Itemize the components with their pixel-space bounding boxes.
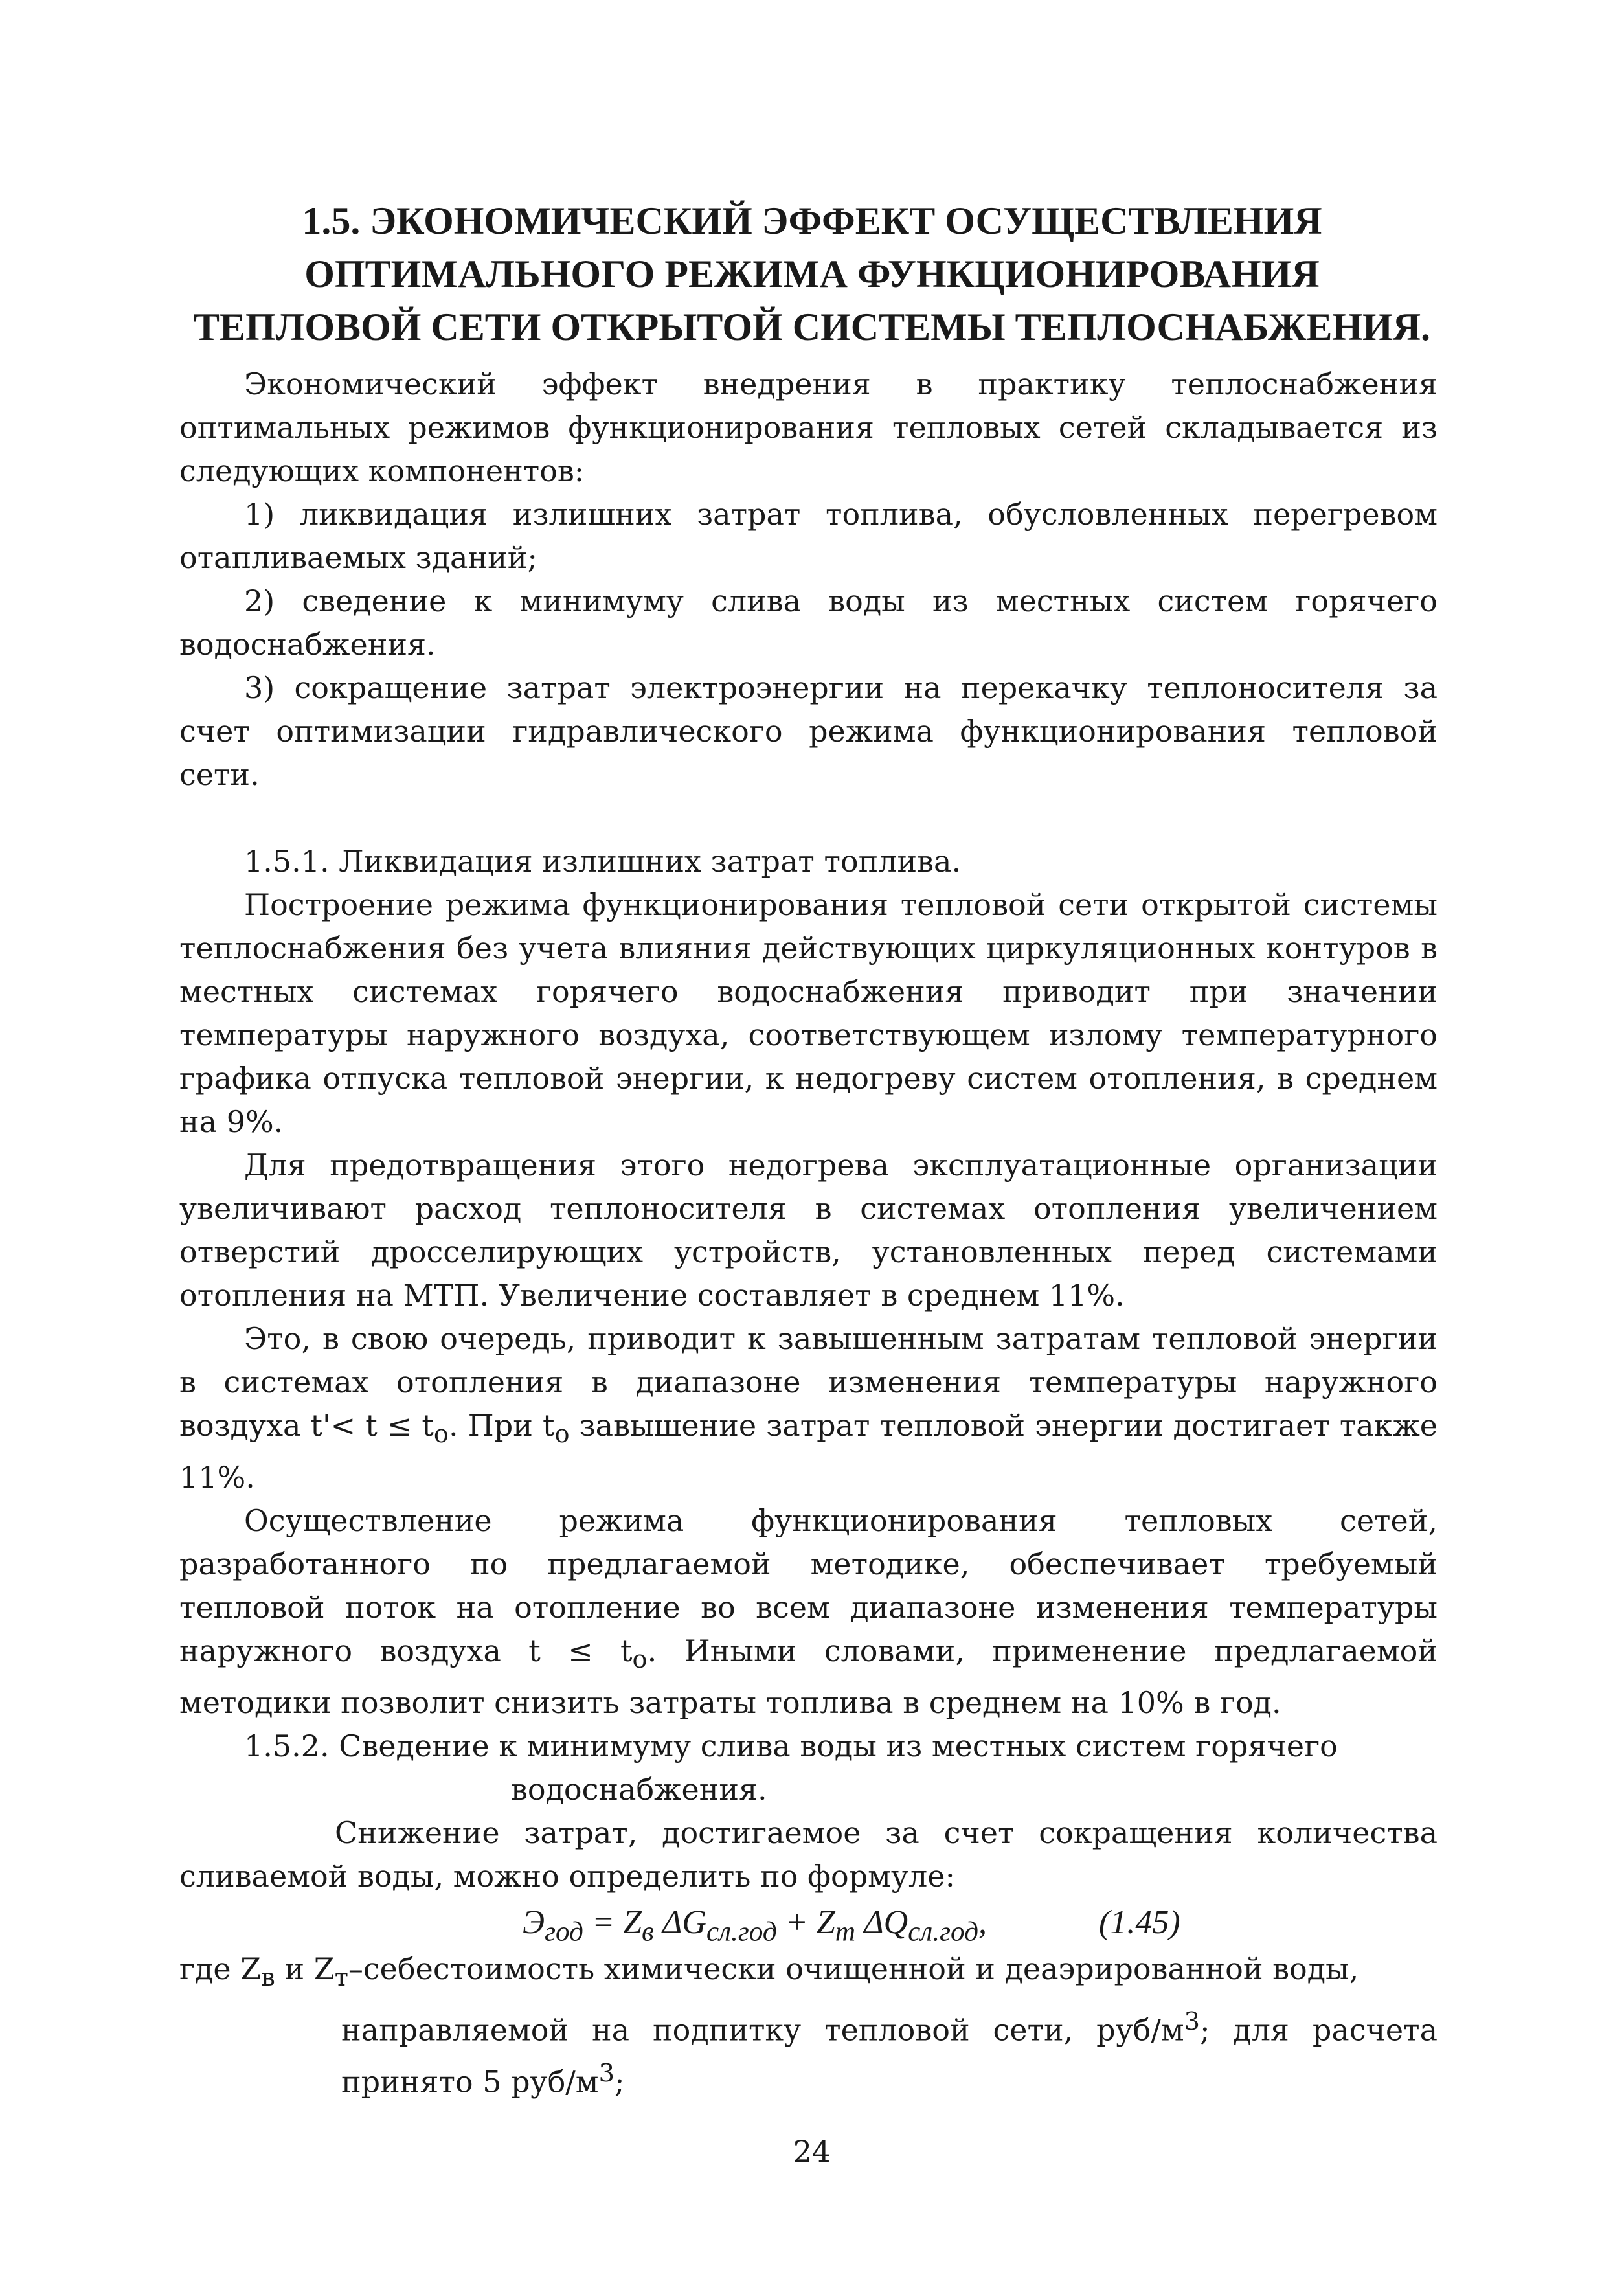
intro-paragraph: Экономический эффект внедрения в практику теплоснабжения оптимальных режимов функционирования тепловых сетей складывается из следующих компонентов: (179, 367, 1438, 488)
paragraph-implementation (179, 1499, 1438, 1725)
text-run: где Z (179, 1951, 262, 1987)
heading-line-3: ТЕПЛОВОЙ СЕТИ ОТКРЫТОЙ СИСТЕМЫ ТЕПЛОСНАБЖЕНИЯ. (193, 306, 1431, 348)
formula-symbol: + (776, 1904, 817, 1942)
subsection-title-1-5-2-continued: водоснабжения. (511, 1772, 767, 1808)
heading-line-2: ОПТИМАЛЬНОГО РЕЖИМА ФУНКЦИОНИРОВАНИЯ (304, 253, 1320, 295)
paragraph-consequence (179, 1317, 1438, 1499)
formula-symbol: = (583, 1904, 624, 1942)
heading-line-1: 1.5. ЭКОНОМИЧЕСКИЙ ЭФФЕКТ ОСУЩЕСТВЛЕНИЯ (302, 199, 1322, 242)
paragraph-prevention: Для предотвращения этого недогрева эксплуатационные организации увеличивают расход теплоносителя в системах отопления увеличением отверстий дросселирующих устройств, установленных перед системами отопления на МТП. Увеличение составляет в среднем 11%. (179, 1148, 1438, 1313)
formula-symbol: ΔG (653, 1904, 706, 1942)
text-run: ; (614, 2064, 625, 2100)
formula-symbol: ΔQ (855, 1904, 908, 1942)
text-run: завышение затрат тепловой энергии достигает также 11%. (179, 1408, 1438, 1495)
text-run: ; для расчета принято 5 руб/м (341, 2012, 1438, 2100)
where-clause-continuation (179, 2000, 1438, 2104)
subscript: т (835, 1916, 856, 1947)
paragraph-cost-reduction: Снижение затрат, достигаемое за счет сокращения количества сливаемой воды, можно определить по формуле: (179, 1815, 1438, 1894)
text-run: Это, в свою очередь, приводит к завышенным затратам тепловой энергии в системах отопления в диапазоне изменения температуры наружного воздуха t'< t ≤ t (179, 1321, 1438, 1443)
formula (523, 1901, 987, 1953)
where-clause (179, 1947, 1438, 1999)
formula-symbol: Э (523, 1904, 545, 1942)
list-item-2: 2) сведение к минимуму слива воды из местных систем горячего водоснабжения. (179, 584, 1438, 662)
text-run: . Иными словами, применение предлагаемой методики позволит снизить затраты топлива в среднем на 10% в год. (179, 1633, 1438, 1721)
subsection-title-1-5-1: 1.5.1. Ликвидация излишних затрат топлива. (244, 844, 962, 879)
subscript: в (642, 1916, 654, 1947)
subscript: т (334, 1963, 348, 1993)
list-item-3: 3) сокращение затрат электроэнергии на перекачку теплоносителя за счет оптимизации гидравлического режима функционирования тепловой сети. (179, 670, 1438, 792)
document-body (179, 363, 1438, 2103)
paragraph-construction: Построение режима функционирования тепловой сети открытой системы теплоснабжения без учета влияния действующих циркуляционных контуров в местных системах горячего водоснабжения приводит при значении температуры наружного воздуха, соответствующем излому температурного графика отпуска тепловой энергии, к недогреву систем отопления, в среднем на 9%. (179, 887, 1438, 1139)
subscript: сл.год (908, 1916, 979, 1947)
subscript: сл.год (706, 1916, 777, 1947)
text-run: и Z (275, 1951, 335, 1987)
formula-row (179, 1901, 1438, 1947)
subscript: о (632, 1645, 648, 1675)
superscript: 3 (1184, 2006, 1200, 2036)
formula-symbol: Z (816, 1904, 835, 1942)
list-item-1: 1) ликвидация излишних затрат топлива, обусловленных перегревом отапливаемых зданий; (179, 497, 1438, 575)
subsection-title-1-5-2: 1.5.2. Сведение к минимуму слива воды из местных систем горячего (244, 1729, 1338, 1764)
superscript: 3 (598, 2058, 615, 2088)
text-run: . При t (448, 1408, 555, 1443)
text-run: Осуществление режима функционирования тепловых сетей, разработанного по предлагаемой методике, обеспечивает требуемый тепловой поток на отопление во всем диапазоне изменения температуры наружного воздуха t ≤ t (179, 1503, 1438, 1669)
text-run: направляемой на подпитку тепловой сети, руб/м (341, 2012, 1184, 2047)
subscript: о (554, 1420, 570, 1449)
formula-symbol: Z (623, 1904, 642, 1942)
equation-number: (1.45) (1099, 1904, 1180, 1942)
text-run: –себестоимость химически очищенной и деаэрированной воды, (348, 1951, 1359, 1987)
section-heading (130, 194, 1494, 354)
subscript: год (545, 1916, 583, 1947)
page-number: 24 (793, 2134, 831, 2169)
subscript: в (261, 1963, 275, 1993)
formula-symbol: , (978, 1904, 987, 1942)
subscript: о (433, 1420, 449, 1449)
